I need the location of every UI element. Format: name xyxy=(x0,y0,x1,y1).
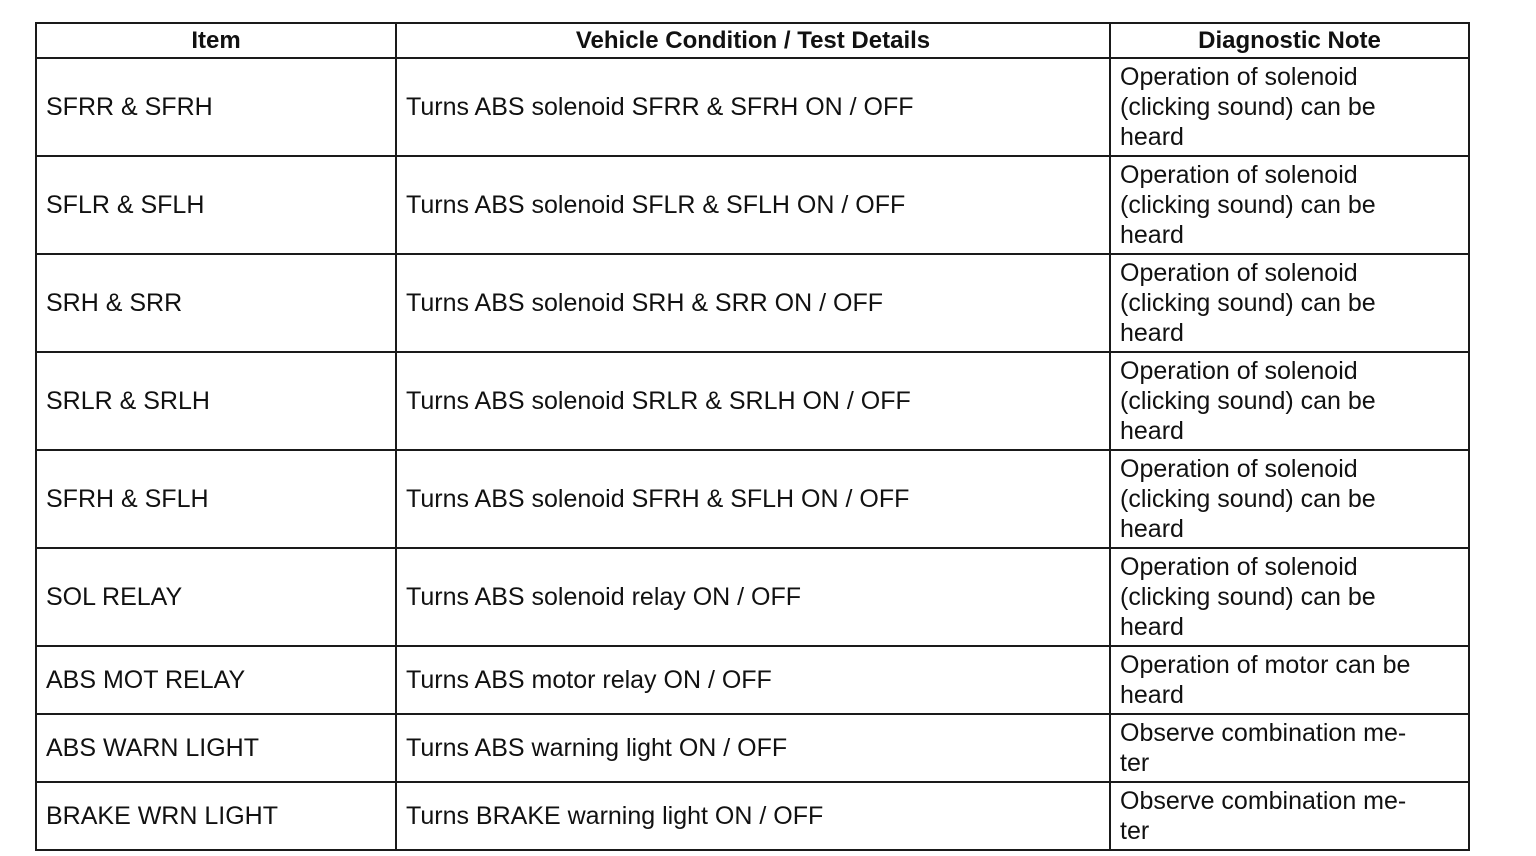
header-vehicle-condition: Vehicle Condition / Test Details xyxy=(396,23,1110,58)
note-line: Operation of motor can be xyxy=(1120,651,1411,679)
note-line: heard xyxy=(1120,417,1184,445)
cell-detail: Turns ABS solenoid SFRH & SFLH ON / OFF xyxy=(396,450,1110,548)
table-row xyxy=(36,58,1469,156)
note-line: Observe combination me- xyxy=(1120,787,1407,815)
cell-item: SRH & SRR xyxy=(36,254,396,352)
cell-note xyxy=(1110,156,1469,254)
note-line: Operation of solenoid xyxy=(1120,455,1358,483)
cell-detail: Turns ABS solenoid SFLR & SFLH ON / OFF xyxy=(396,156,1110,254)
table-header-row xyxy=(36,23,1469,58)
cell-note xyxy=(1110,646,1469,714)
table-row xyxy=(36,352,1469,450)
note-line: heard xyxy=(1120,123,1184,151)
cell-item: SOL RELAY xyxy=(36,548,396,646)
table-row xyxy=(36,156,1469,254)
note-line: Operation of solenoid xyxy=(1120,259,1358,287)
cell-note xyxy=(1110,254,1469,352)
cell-note xyxy=(1110,58,1469,156)
table-row xyxy=(36,646,1469,714)
cell-item: ABS WARN LIGHT xyxy=(36,714,396,782)
cell-detail: Turns ABS solenoid relay ON / OFF xyxy=(396,548,1110,646)
cell-note xyxy=(1110,714,1469,782)
active-test-table xyxy=(35,22,1470,851)
cell-detail: Turns ABS warning light ON / OFF xyxy=(396,714,1110,782)
cell-detail: Turns ABS solenoid SRH & SRR ON / OFF xyxy=(396,254,1110,352)
note-line: (clicking sound) can be xyxy=(1120,485,1376,513)
cell-detail: Turns BRAKE warning light ON / OFF xyxy=(396,782,1110,850)
table-row xyxy=(36,714,1469,782)
note-line: heard xyxy=(1120,515,1184,543)
cell-note xyxy=(1110,548,1469,646)
cell-item: ABS MOT RELAY xyxy=(36,646,396,714)
note-line: heard xyxy=(1120,319,1184,347)
table-row xyxy=(36,254,1469,352)
note-line: (clicking sound) can be xyxy=(1120,191,1376,219)
note-line: Observe combination me- xyxy=(1120,719,1407,747)
cell-detail: Turns ABS solenoid SFRR & SFRH ON / OFF xyxy=(396,58,1110,156)
table-row xyxy=(36,450,1469,548)
header-item: Item xyxy=(36,23,396,58)
note-line: ter xyxy=(1120,749,1150,777)
table-row xyxy=(36,782,1469,850)
cell-item: SRLR & SRLH xyxy=(36,352,396,450)
header-diagnostic-note: Diagnostic Note xyxy=(1110,23,1469,58)
note-line: Operation of solenoid xyxy=(1120,63,1358,91)
cell-item: SFRH & SFLH xyxy=(36,450,396,548)
table-row xyxy=(36,548,1469,646)
cell-detail: Turns ABS solenoid SRLR & SRLH ON / OFF xyxy=(396,352,1110,450)
cell-note xyxy=(1110,450,1469,548)
cell-note xyxy=(1110,782,1469,850)
cell-item: SFRR & SFRH xyxy=(36,58,396,156)
note-line: Operation of solenoid xyxy=(1120,161,1358,189)
note-line: heard xyxy=(1120,613,1184,641)
cell-item: BRAKE WRN LIGHT xyxy=(36,782,396,850)
note-line: (clicking sound) can be xyxy=(1120,93,1376,121)
note-line: heard xyxy=(1120,221,1184,249)
note-line: (clicking sound) can be xyxy=(1120,289,1376,317)
note-line: (clicking sound) can be xyxy=(1120,387,1376,415)
cell-detail: Turns ABS motor relay ON / OFF xyxy=(396,646,1110,714)
note-line: Operation of solenoid xyxy=(1120,553,1358,581)
note-line: Operation of solenoid xyxy=(1120,357,1358,385)
note-line: (clicking sound) can be xyxy=(1120,583,1376,611)
cell-item: SFLR & SFLH xyxy=(36,156,396,254)
note-line: heard xyxy=(1120,681,1184,709)
note-line: ter xyxy=(1120,817,1150,845)
cell-note xyxy=(1110,352,1469,450)
